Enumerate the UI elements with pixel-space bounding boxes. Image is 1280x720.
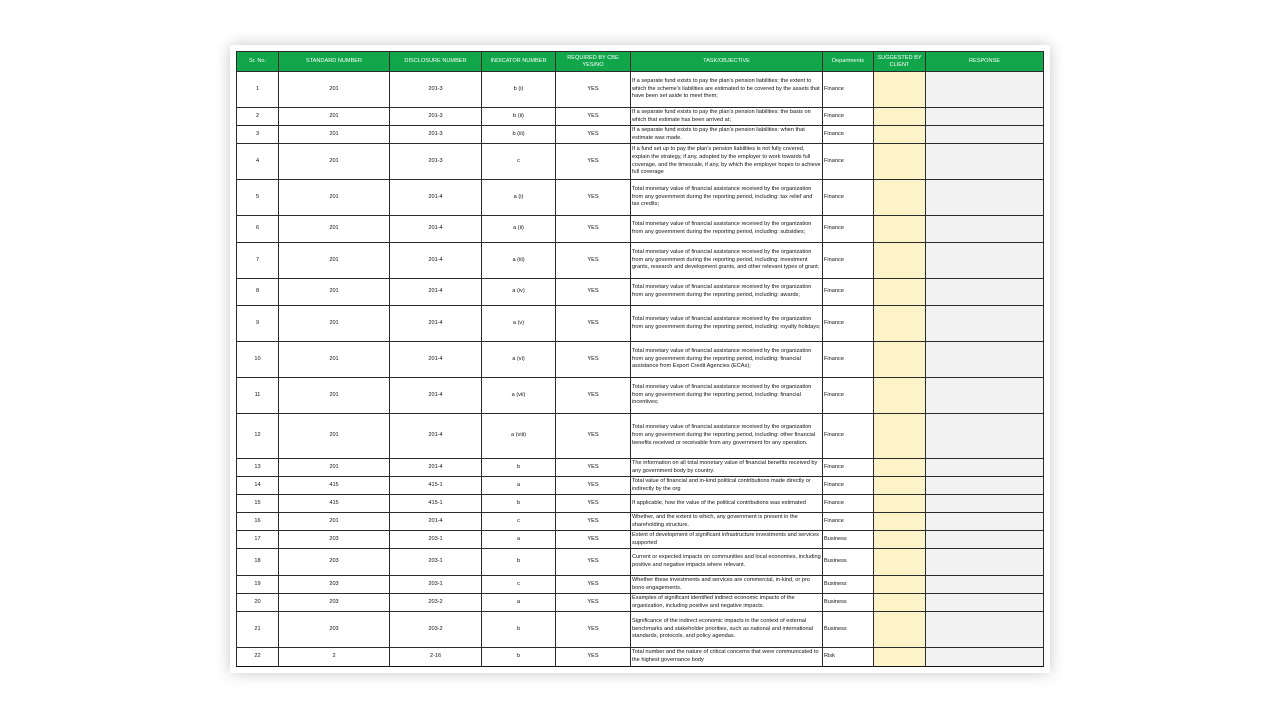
cell-suggested-by-client[interactable]	[874, 477, 926, 495]
cell-response[interactable]	[926, 612, 1044, 648]
cell-standard-number[interactable]: 203	[279, 576, 390, 594]
cell-indicator-number[interactable]: c	[482, 513, 556, 531]
cell-department[interactable]: Finance	[823, 243, 874, 279]
cell-department[interactable]: Finance	[823, 414, 874, 459]
cell-suggested-by-client[interactable]	[874, 549, 926, 576]
cell-response[interactable]	[926, 549, 1044, 576]
cell-task-objective[interactable]: Total number and the nature of critical concerns that were communicated to the highest governance body	[631, 648, 823, 667]
table-row	[237, 594, 1044, 612]
cell-standard-number[interactable]: 201	[279, 459, 390, 477]
cell-disclosure-number[interactable]: 203-1	[390, 576, 482, 594]
cell-response[interactable]	[926, 180, 1044, 216]
cell-suggested-by-client[interactable]	[874, 126, 926, 144]
cell-suggested-by-client[interactable]	[874, 144, 926, 180]
cell-task-objective[interactable]: If applicable, how the value of the political contributions was estimated	[631, 495, 823, 513]
cell-task-objective[interactable]: Extent of development of significant infrastructure investments and services supported	[631, 531, 823, 549]
cell-suggested-by-client[interactable]	[874, 648, 926, 667]
table-row	[237, 243, 1044, 279]
cell-response[interactable]	[926, 306, 1044, 342]
cell-disclosure-number[interactable]: 201-4	[390, 216, 482, 243]
cell-response[interactable]	[926, 513, 1044, 531]
cell-required[interactable]: YES	[556, 126, 631, 144]
cell-response[interactable]	[926, 576, 1044, 594]
cell-required[interactable]: YES	[556, 414, 631, 459]
cell-disclosure-number[interactable]: 415-1	[390, 495, 482, 513]
header-row	[237, 52, 1044, 72]
cell-disclosure-number[interactable]: 201-4	[390, 342, 482, 378]
cell-task-objective[interactable]: Significance of the indirect economic impacts in the context of external benchmarks and stakeholder priorities, such as national and international standards, protocols, and policy agendas.	[631, 612, 823, 648]
table-row	[237, 414, 1044, 459]
cell-suggested-by-client[interactable]	[874, 378, 926, 414]
cell-department[interactable]: Finance	[823, 108, 874, 126]
cell-standard-number[interactable]: 203	[279, 531, 390, 549]
cell-required[interactable]: YES	[556, 594, 631, 612]
cell-required[interactable]: YES	[556, 378, 631, 414]
cell-department[interactable]: Business	[823, 576, 874, 594]
cell-response[interactable]	[926, 108, 1044, 126]
cell-disclosure-number[interactable]: 201-3	[390, 144, 482, 180]
cell-standard-number[interactable]: 415	[279, 477, 390, 495]
cell-required[interactable]: YES	[556, 576, 631, 594]
cell-indicator-number[interactable]: b	[482, 459, 556, 477]
cell-department[interactable]: Finance	[823, 306, 874, 342]
cell-required[interactable]: YES	[556, 243, 631, 279]
cell-indicator-number[interactable]: c	[482, 576, 556, 594]
cell-department[interactable]: Finance	[823, 216, 874, 243]
cell-sr-no[interactable]: 5	[237, 180, 279, 216]
cell-standard-number[interactable]: 201	[279, 72, 390, 108]
cell-required[interactable]: YES	[556, 72, 631, 108]
header-standard-number[interactable]: STANDARD NUMBER	[279, 52, 390, 72]
cell-required[interactable]: YES	[556, 180, 631, 216]
cell-disclosure-number[interactable]: 201-4	[390, 513, 482, 531]
cell-response[interactable]	[926, 279, 1044, 306]
cell-standard-number[interactable]: 201	[279, 279, 390, 306]
cell-suggested-by-client[interactable]	[874, 342, 926, 378]
cell-department[interactable]: Finance	[823, 279, 874, 306]
cell-indicator-number[interactable]: b	[482, 549, 556, 576]
cell-indicator-number[interactable]: b	[482, 648, 556, 667]
cell-standard-number[interactable]: 203	[279, 612, 390, 648]
disclosure-table	[236, 51, 1044, 667]
cell-response[interactable]	[926, 459, 1044, 477]
cell-response[interactable]	[926, 243, 1044, 279]
cell-disclosure-number[interactable]: 203-1	[390, 531, 482, 549]
cell-task-objective[interactable]: Total monetary value of financial assistance received by the organization from any government during the reporting period, including: investment grants, research and development grants, and other relevant types of grant;	[631, 243, 823, 279]
table-row	[237, 306, 1044, 342]
header-response[interactable]: RESPONSE	[926, 52, 1044, 72]
table-row	[237, 648, 1044, 667]
header-required-by-cbe[interactable]: REQUIRED BY CBE YES/NO	[556, 52, 631, 72]
cell-task-objective[interactable]: Total monetary value of financial assistance received by the organization from any government during the reporting period, including: tax relief and tax credits;	[631, 180, 823, 216]
cell-department[interactable]: Finance	[823, 495, 874, 513]
cell-sr-no[interactable]: 19	[237, 576, 279, 594]
cell-indicator-number[interactable]: a	[482, 531, 556, 549]
cell-task-objective[interactable]: The information on all total monetary value of financial benefits received by any government body by country.	[631, 459, 823, 477]
cell-response[interactable]	[926, 72, 1044, 108]
cell-task-objective[interactable]: Total monetary value of financial assistance received by the organization from any government during the reporting period, including: financial assistance from Export Credit Agencies (ECAs);	[631, 342, 823, 378]
cell-disclosure-number[interactable]: 201-4	[390, 180, 482, 216]
cell-department[interactable]: Finance	[823, 477, 874, 495]
cell-suggested-by-client[interactable]	[874, 513, 926, 531]
cell-disclosure-number[interactable]: 201-4	[390, 306, 482, 342]
table-row	[237, 180, 1044, 216]
table-row	[237, 108, 1044, 126]
cell-indicator-number[interactable]: c	[482, 144, 556, 180]
cell-standard-number[interactable]: 201	[279, 108, 390, 126]
cell-disclosure-number[interactable]: 201-4	[390, 459, 482, 477]
cell-response[interactable]	[926, 477, 1044, 495]
cell-suggested-by-client[interactable]	[874, 108, 926, 126]
table-row	[237, 459, 1044, 477]
cell-indicator-number[interactable]: b (i)	[482, 72, 556, 108]
cell-required[interactable]: YES	[556, 279, 631, 306]
cell-task-objective[interactable]: Whether these investments and services are commercial, in-kind, or pro bono engagements.	[631, 576, 823, 594]
cell-standard-number[interactable]: 201	[279, 126, 390, 144]
cell-sr-no[interactable]: 4	[237, 144, 279, 180]
cell-disclosure-number[interactable]: 415-1	[390, 477, 482, 495]
table-row	[237, 513, 1044, 531]
cell-department[interactable]: Finance	[823, 378, 874, 414]
cell-required[interactable]: YES	[556, 495, 631, 513]
cell-response[interactable]	[926, 495, 1044, 513]
cell-department[interactable]: Business	[823, 594, 874, 612]
cell-disclosure-number[interactable]: 201-3	[390, 126, 482, 144]
cell-task-objective[interactable]: Total monetary value of financial assistance received by the organization from any government during the reporting period, including: royalty holidays;	[631, 306, 823, 342]
cell-indicator-number[interactable]: a (viii)	[482, 414, 556, 459]
cell-disclosure-number[interactable]: 203-2	[390, 612, 482, 648]
cell-sr-no[interactable]: 12	[237, 414, 279, 459]
cell-disclosure-number[interactable]: 201-3	[390, 72, 482, 108]
cell-response[interactable]	[926, 126, 1044, 144]
table-row	[237, 126, 1044, 144]
cell-suggested-by-client[interactable]	[874, 612, 926, 648]
cell-indicator-number[interactable]: b (iii)	[482, 126, 556, 144]
cell-disclosure-number[interactable]: 203-2	[390, 594, 482, 612]
cell-indicator-number[interactable]: b	[482, 495, 556, 513]
cell-response[interactable]	[926, 378, 1044, 414]
cell-department[interactable]: Finance	[823, 72, 874, 108]
cell-task-objective[interactable]: Examples of significant identified indirect economic impacts of the organization, including positive and negative impacts.	[631, 594, 823, 612]
table-row	[237, 342, 1044, 378]
cell-response[interactable]	[926, 342, 1044, 378]
cell-suggested-by-client[interactable]	[874, 531, 926, 549]
cell-department[interactable]: Finance	[823, 180, 874, 216]
cell-response[interactable]	[926, 648, 1044, 667]
header-sr-no[interactable]: Sr. No.	[237, 52, 279, 72]
cell-suggested-by-client[interactable]	[874, 180, 926, 216]
cell-sr-no[interactable]: 11	[237, 378, 279, 414]
header-suggested-by-client[interactable]: SUGGESTED BY CLIENT	[874, 52, 926, 72]
cell-sr-no[interactable]: 2	[237, 108, 279, 126]
table-row	[237, 72, 1044, 108]
cell-indicator-number[interactable]: a	[482, 477, 556, 495]
cell-sr-no[interactable]: 16	[237, 513, 279, 531]
cell-suggested-by-client[interactable]	[874, 72, 926, 108]
cell-response[interactable]	[926, 594, 1044, 612]
cell-standard-number[interactable]: 201	[279, 378, 390, 414]
cell-standard-number[interactable]: 2	[279, 648, 390, 667]
cell-indicator-number[interactable]: a (v)	[482, 306, 556, 342]
cell-sr-no[interactable]: 7	[237, 243, 279, 279]
cell-disclosure-number[interactable]: 201-4	[390, 378, 482, 414]
cell-suggested-by-client[interactable]	[874, 459, 926, 477]
cell-sr-no[interactable]: 13	[237, 459, 279, 477]
cell-standard-number[interactable]: 201	[279, 513, 390, 531]
cell-department[interactable]: Finance	[823, 459, 874, 477]
cell-required[interactable]: YES	[556, 531, 631, 549]
cell-required[interactable]: YES	[556, 648, 631, 667]
cell-sr-no[interactable]: 14	[237, 477, 279, 495]
cell-indicator-number[interactable]: a (ii)	[482, 216, 556, 243]
cell-standard-number[interactable]: 201	[279, 216, 390, 243]
cell-standard-number[interactable]: 203	[279, 549, 390, 576]
cell-required[interactable]: YES	[556, 108, 631, 126]
cell-sr-no[interactable]: 6	[237, 216, 279, 243]
cell-suggested-by-client[interactable]	[874, 594, 926, 612]
table-row	[237, 477, 1044, 495]
cell-sr-no[interactable]: 21	[237, 612, 279, 648]
cell-department[interactable]: Business	[823, 549, 874, 576]
cell-suggested-by-client[interactable]	[874, 279, 926, 306]
cell-required[interactable]: YES	[556, 549, 631, 576]
cell-required[interactable]: YES	[556, 144, 631, 180]
cell-sr-no[interactable]: 17	[237, 531, 279, 549]
cell-task-objective[interactable]: Total monetary value of financial assistance received by the organization from any government during the reporting period, including: awards;	[631, 279, 823, 306]
cell-disclosure-number[interactable]: 201-3	[390, 108, 482, 126]
cell-response[interactable]	[926, 144, 1044, 180]
cell-sr-no[interactable]: 8	[237, 279, 279, 306]
cell-required[interactable]: YES	[556, 513, 631, 531]
cell-task-objective[interactable]: If a separate fund exists to pay the plan’s pension liabilities: when that estimate was made.	[631, 126, 823, 144]
cell-sr-no[interactable]: 10	[237, 342, 279, 378]
cell-task-objective[interactable]: Total monetary value of financial assistance received by the organization from any government during the reporting period, including: other financial benefits received or receivable from any government for any operation.	[631, 414, 823, 459]
cell-task-objective[interactable]: Total monetary value of financial assistance received by the organization from any government during the reporting period, including: subsidies;	[631, 216, 823, 243]
cell-indicator-number[interactable]: a (iii)	[482, 243, 556, 279]
cell-standard-number[interactable]: 201	[279, 306, 390, 342]
table-row	[237, 144, 1044, 180]
cell-suggested-by-client[interactable]	[874, 576, 926, 594]
cell-department[interactable]: Business	[823, 531, 874, 549]
cell-response[interactable]	[926, 216, 1044, 243]
header-disclosure-number[interactable]: DISCLOSURE NUMBER	[390, 52, 482, 72]
table-row	[237, 531, 1044, 549]
cell-disclosure-number[interactable]: 201-4	[390, 414, 482, 459]
table-row	[237, 495, 1044, 513]
cell-department[interactable]: Finance	[823, 513, 874, 531]
cell-suggested-by-client[interactable]	[874, 243, 926, 279]
cell-indicator-number[interactable]: a (iv)	[482, 279, 556, 306]
cell-required[interactable]: YES	[556, 306, 631, 342]
cell-department[interactable]: Risk	[823, 648, 874, 667]
cell-standard-number[interactable]: 415	[279, 495, 390, 513]
cell-indicator-number[interactable]: b (ii)	[482, 108, 556, 126]
cell-disclosure-number[interactable]: 201-4	[390, 243, 482, 279]
cell-response[interactable]	[926, 414, 1044, 459]
cell-required[interactable]: YES	[556, 477, 631, 495]
cell-suggested-by-client[interactable]	[874, 414, 926, 459]
cell-sr-no[interactable]: 9	[237, 306, 279, 342]
cell-task-objective[interactable]: Current or expected impacts on communities and local economies, including positive and negative impacts where relevant.	[631, 549, 823, 576]
cell-task-objective[interactable]: Whether, and the extent to which, any government is present in the shareholding structure.	[631, 513, 823, 531]
cell-indicator-number[interactable]: a (vii)	[482, 378, 556, 414]
cell-sr-no[interactable]: 3	[237, 126, 279, 144]
table-row	[237, 576, 1044, 594]
cell-disclosure-number[interactable]: 201-4	[390, 279, 482, 306]
cell-suggested-by-client[interactable]	[874, 495, 926, 513]
table-row	[237, 378, 1044, 414]
cell-sr-no[interactable]: 15	[237, 495, 279, 513]
spreadsheet-page	[230, 45, 1050, 673]
cell-suggested-by-client[interactable]	[874, 216, 926, 243]
cell-standard-number[interactable]: 201	[279, 414, 390, 459]
cell-response[interactable]	[926, 531, 1044, 549]
cell-sr-no[interactable]: 18	[237, 549, 279, 576]
cell-suggested-by-client[interactable]	[874, 306, 926, 342]
cell-indicator-number[interactable]: a (vi)	[482, 342, 556, 378]
table-body	[237, 72, 1044, 667]
table-row	[237, 549, 1044, 576]
cell-task-objective[interactable]: Total monetary value of financial assistance received by the organization from any government during the reporting period, including: financial incentives;	[631, 378, 823, 414]
cell-indicator-number[interactable]: b	[482, 612, 556, 648]
cell-task-objective[interactable]: If a separate fund exists to pay the plan’s pension liabilities: the extent to which the scheme’s liabilities are estimated to be covered by the assets that have been set aside to meet them;	[631, 72, 823, 108]
cell-indicator-number[interactable]: a	[482, 594, 556, 612]
table-row	[237, 279, 1044, 306]
header-task-objective[interactable]: TASK/OBJECTIVE	[631, 52, 823, 72]
header-indicator-number[interactable]: INDICATOR NUMBER	[482, 52, 556, 72]
cell-department[interactable]: Business	[823, 612, 874, 648]
cell-standard-number[interactable]: 201	[279, 144, 390, 180]
cell-required[interactable]: YES	[556, 342, 631, 378]
cell-required[interactable]: YES	[556, 459, 631, 477]
cell-disclosure-number[interactable]: 203-1	[390, 549, 482, 576]
cell-task-objective[interactable]: If a separate fund exists to pay the plan’s pension liabilities: the basis on which that estimate has been arrived at;	[631, 108, 823, 126]
cell-indicator-number[interactable]: a (i)	[482, 180, 556, 216]
cell-sr-no[interactable]: 1	[237, 72, 279, 108]
cell-standard-number[interactable]: 201	[279, 243, 390, 279]
table-row	[237, 612, 1044, 648]
cell-standard-number[interactable]: 201	[279, 180, 390, 216]
cell-disclosure-number[interactable]: 2-16	[390, 648, 482, 667]
cell-department[interactable]: Finance	[823, 342, 874, 378]
cell-task-objective[interactable]: Total value of financial and in-kind political contributions made directly or indirectly by the org	[631, 477, 823, 495]
cell-sr-no[interactable]: 22	[237, 648, 279, 667]
cell-department[interactable]: Finance	[823, 144, 874, 180]
cell-department[interactable]: Finance	[823, 126, 874, 144]
cell-standard-number[interactable]: 203	[279, 594, 390, 612]
cell-sr-no[interactable]: 20	[237, 594, 279, 612]
table-row	[237, 216, 1044, 243]
header-departments[interactable]: Departments	[823, 52, 874, 72]
cell-required[interactable]: YES	[556, 216, 631, 243]
cell-required[interactable]: YES	[556, 612, 631, 648]
cell-standard-number[interactable]: 201	[279, 342, 390, 378]
cell-task-objective[interactable]: If a fund set up to pay the plan’s pension liabilities is not fully covered, explain the strategy, if any, adopted by the employer to work towards full coverage, and the timescale, if any, by which the employer hopes to achieve full coverage	[631, 144, 823, 180]
